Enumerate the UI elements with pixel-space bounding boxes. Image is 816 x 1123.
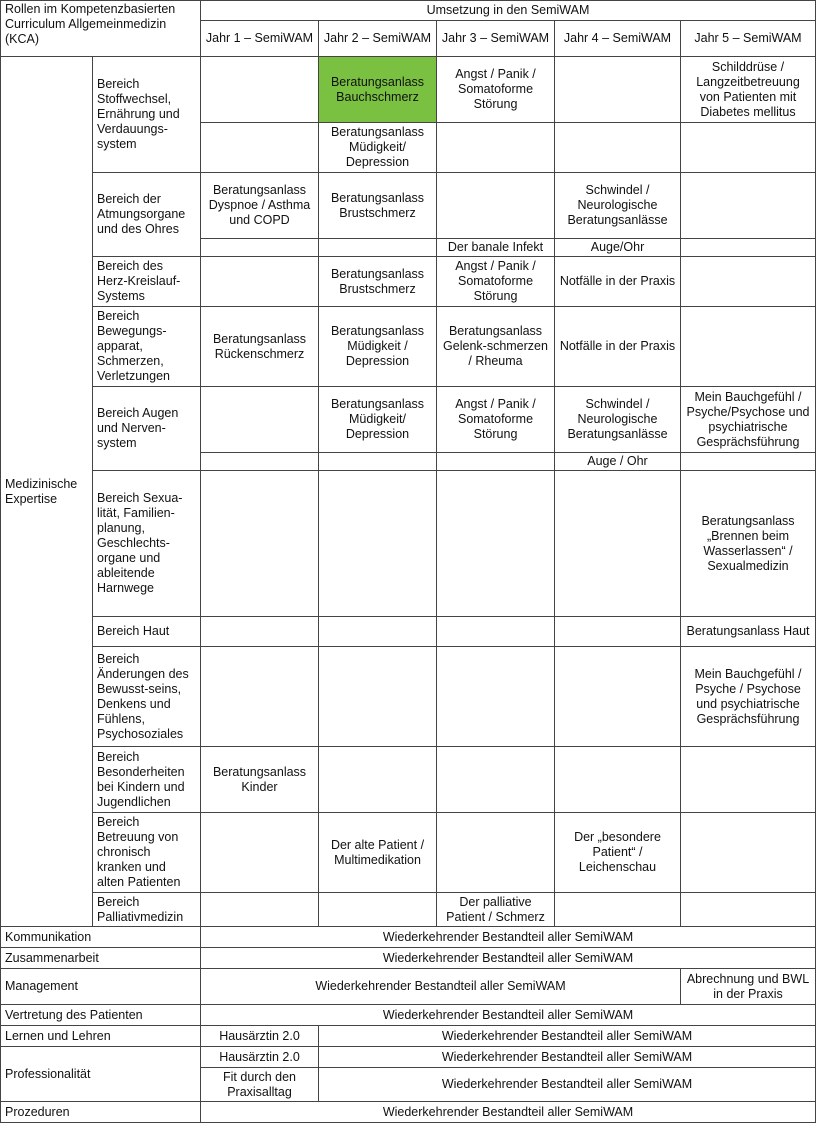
semiwam-cell: Auge/Ohr — [555, 239, 681, 257]
semiwam-cell: Beratungsanlass „Brennen beim Wasserlassen“ / Sexualmedizin — [681, 471, 816, 617]
year-header: Jahr 4 – SemiWAM — [555, 21, 681, 57]
semiwam-cell — [201, 453, 319, 471]
semiwam-cell: Angst / Panik / Somatoforme Störung — [437, 257, 555, 307]
role-label: Kommunikation — [1, 927, 201, 948]
table-row — [1, 1005, 816, 1026]
role-label: Professionalität — [1, 1047, 201, 1102]
semiwam-cell: Notfälle in der Praxis — [555, 257, 681, 307]
semiwam-cell — [201, 57, 319, 123]
area-label: Bereich Besonderheiten bei Kindern und Jugendlichen — [93, 747, 201, 813]
semiwam-cell: Beratungsanlass Brustschmerz — [319, 173, 437, 239]
role-label: Vertretung des Patienten — [1, 1005, 201, 1026]
semiwam-cell: Beratungsanlass Brustschmerz — [319, 257, 437, 307]
semiwam-cell — [437, 123, 555, 173]
role-label: Management — [1, 969, 201, 1005]
table-row — [1, 307, 816, 387]
semiwam-cell — [201, 239, 319, 257]
semiwam-cell — [555, 617, 681, 647]
semiwam-cell: Beratungsanlass Müdigkeit/ Depression — [319, 123, 437, 173]
semiwam-cell: Der alte Patient / Multimedikation — [319, 813, 437, 893]
semiwam-cell — [437, 471, 555, 617]
table-row — [1, 471, 816, 617]
semiwam-cell — [201, 123, 319, 173]
semiwam-cell — [201, 471, 319, 617]
semiwam-cell: Wiederkehrender Bestandteil aller SemiWAM — [319, 1068, 816, 1102]
semiwam-cell — [319, 239, 437, 257]
semiwam-cell — [319, 453, 437, 471]
semiwam-cell — [681, 257, 816, 307]
roles-header: Rollen im Kompetenzbasierten Curriculum Allgemeinmedizin (KCA) — [1, 1, 201, 57]
semiwam-cell — [555, 57, 681, 123]
semiwam-cell: Schwindel / Neurologische Beratungsanlässe — [555, 173, 681, 239]
semiwam-cell: Wiederkehrender Bestandteil aller SemiWAM — [201, 927, 816, 948]
year-header: Jahr 2 – SemiWAM — [319, 21, 437, 57]
semiwam-cell: Beratungsanlass Kinder — [201, 747, 319, 813]
area-label: Bereich Augen und Nerven-system — [93, 387, 201, 471]
semiwam-cell — [319, 747, 437, 813]
table-row — [1, 387, 816, 453]
semiwam-cell: Notfälle in der Praxis — [555, 307, 681, 387]
semiwam-cell: Beratungsanlass Rückenschmerz — [201, 307, 319, 387]
semiwam-cell — [437, 747, 555, 813]
semiwam-cell — [201, 647, 319, 747]
semiwam-cell-highlighted: Beratungsanlass Bauchschmerz — [319, 57, 437, 123]
table-row — [1, 893, 816, 927]
semiwam-cell: Der banale Infekt — [437, 239, 555, 257]
semiwam-cell — [555, 471, 681, 617]
semiwam-cell — [201, 617, 319, 647]
semiwam-cell — [555, 647, 681, 747]
semiwam-cell: Der „besondere Patient“ / Leichenschau — [555, 813, 681, 893]
table-row — [1, 747, 816, 813]
semiwam-cell: Wiederkehrender Bestandteil aller SemiWAM — [201, 1005, 816, 1026]
area-label: Bereich des Herz-Kreislauf-Systems — [93, 257, 201, 307]
semiwam-cell — [437, 617, 555, 647]
semiwam-cell: Wiederkehrender Bestandteil aller SemiWAM — [319, 1047, 816, 1068]
semiwam-cell — [201, 257, 319, 307]
semiwam-cell: Angst / Panik / Somatoforme Störung — [437, 387, 555, 453]
semiwam-cell — [681, 123, 816, 173]
table-row — [1, 617, 816, 647]
semiwam-cell — [319, 647, 437, 747]
table-row — [1, 813, 816, 893]
role-label: Prozeduren — [1, 1102, 201, 1123]
semiwam-cell: Der palliative Patient / Schmerz — [437, 893, 555, 927]
semiwam-cell — [201, 813, 319, 893]
semiwam-cell: Fit durch den Praxisalltag — [201, 1068, 319, 1102]
semiwam-cell: Wiederkehrender Bestandteil aller SemiWAM — [201, 969, 681, 1005]
table-row — [1, 927, 816, 948]
table-row — [1, 1102, 816, 1123]
table-row — [1, 969, 816, 1005]
semiwam-cell: Hausärztin 2.0 — [201, 1026, 319, 1047]
table-row — [1, 173, 816, 239]
semiwam-cell — [555, 747, 681, 813]
semiwam-cell — [201, 387, 319, 453]
year-header: Jahr 1 – SemiWAM — [201, 21, 319, 57]
area-label: Bereich der Atmungsorgane und des Ohres — [93, 173, 201, 257]
semiwam-cell — [437, 813, 555, 893]
area-label: Bereich Haut — [93, 617, 201, 647]
semiwam-cell — [437, 453, 555, 471]
semiwam-cell: Schilddrüse / Langzeitbetreuung von Patienten mit Diabetes mellitus — [681, 57, 816, 123]
semiwam-cell — [681, 173, 816, 239]
role-label: Zusammenarbeit — [1, 948, 201, 969]
semiwam-cell: Abrechnung und BWL in der Praxis — [681, 969, 816, 1005]
area-label: Bereich Sexua-lität, Familien-planung, Geschlechts-organe und ableitende Harnwege — [93, 471, 201, 617]
semiwam-cell: Beratungsanlass Haut — [681, 617, 816, 647]
semiwam-cell — [681, 747, 816, 813]
semiwam-cell — [437, 647, 555, 747]
semiwam-cell — [319, 471, 437, 617]
semiwam-cell — [681, 893, 816, 927]
semiwam-cell: Beratungsanlass Müdigkeit / Depression — [319, 307, 437, 387]
area-label: Bereich Betreuung von chronisch kranken und alten Patienten — [93, 813, 201, 893]
semiwam-cell: Auge / Ohr — [555, 453, 681, 471]
semiwam-cell: Angst / Panik / Somatoforme Störung — [437, 57, 555, 123]
semiwam-cell: Wiederkehrender Bestandteil aller SemiWAM — [319, 1026, 816, 1047]
area-label: Bereich Änderungen des Bewusst-seins, Denkens und Fühlens, Psychosoziales — [93, 647, 201, 747]
role-label: Lernen und Lehren — [1, 1026, 201, 1047]
semiwam-cell: Beratungsanlass Dyspnoe / Asthma und COPD — [201, 173, 319, 239]
year-header: Jahr 3 – SemiWAM — [437, 21, 555, 57]
semiwam-cell — [437, 173, 555, 239]
semiwam-cell — [681, 453, 816, 471]
table-row — [1, 1026, 816, 1047]
semiwam-cell: Beratungsanlass Müdigkeit/ Depression — [319, 387, 437, 453]
semiwam-cell — [201, 893, 319, 927]
year-header: Jahr 5 – SemiWAM — [681, 21, 816, 57]
semiwam-cell — [319, 893, 437, 927]
table-row — [1, 948, 816, 969]
semiwam-cell: Mein Bauchgefühl / Psyche/Psychose und psychiatrische Gesprächsführung — [681, 387, 816, 453]
table-row — [1, 647, 816, 747]
table-row — [1, 257, 816, 307]
semiwam-cell — [319, 617, 437, 647]
semiwam-cell: Beratungsanlass Gelenk-schmerzen / Rheuma — [437, 307, 555, 387]
implementation-header: Umsetzung in den SemiWAM — [201, 1, 816, 21]
area-label: Bereich Bewegungs-apparat, Schmerzen, Verletzungen — [93, 307, 201, 387]
semiwam-cell — [555, 123, 681, 173]
semiwam-cell: Schwindel / Neurologische Beratungsanlässe — [555, 387, 681, 453]
semiwam-cell: Hausärztin 2.0 — [201, 1047, 319, 1068]
area-label: Bereich Stoffwechsel, Ernährung und Verdauungs-system — [93, 57, 201, 173]
semiwam-cell — [681, 307, 816, 387]
area-label: Bereich Palliativmedizin — [93, 893, 201, 927]
semiwam-cell — [681, 813, 816, 893]
role-label: Medizinische Expertise — [1, 57, 93, 927]
semiwam-cell: Wiederkehrender Bestandteil aller SemiWAM — [201, 948, 816, 969]
semiwam-cell — [555, 893, 681, 927]
semiwam-cell: Mein Bauchgefühl / Psyche / Psychose und psychiatrische Gesprächsführung — [681, 647, 816, 747]
semiwam-cell — [681, 239, 816, 257]
semiwam-cell: Wiederkehrender Bestandteil aller SemiWAM — [201, 1102, 816, 1123]
table-row — [1, 57, 816, 123]
table-row — [1, 1047, 816, 1068]
